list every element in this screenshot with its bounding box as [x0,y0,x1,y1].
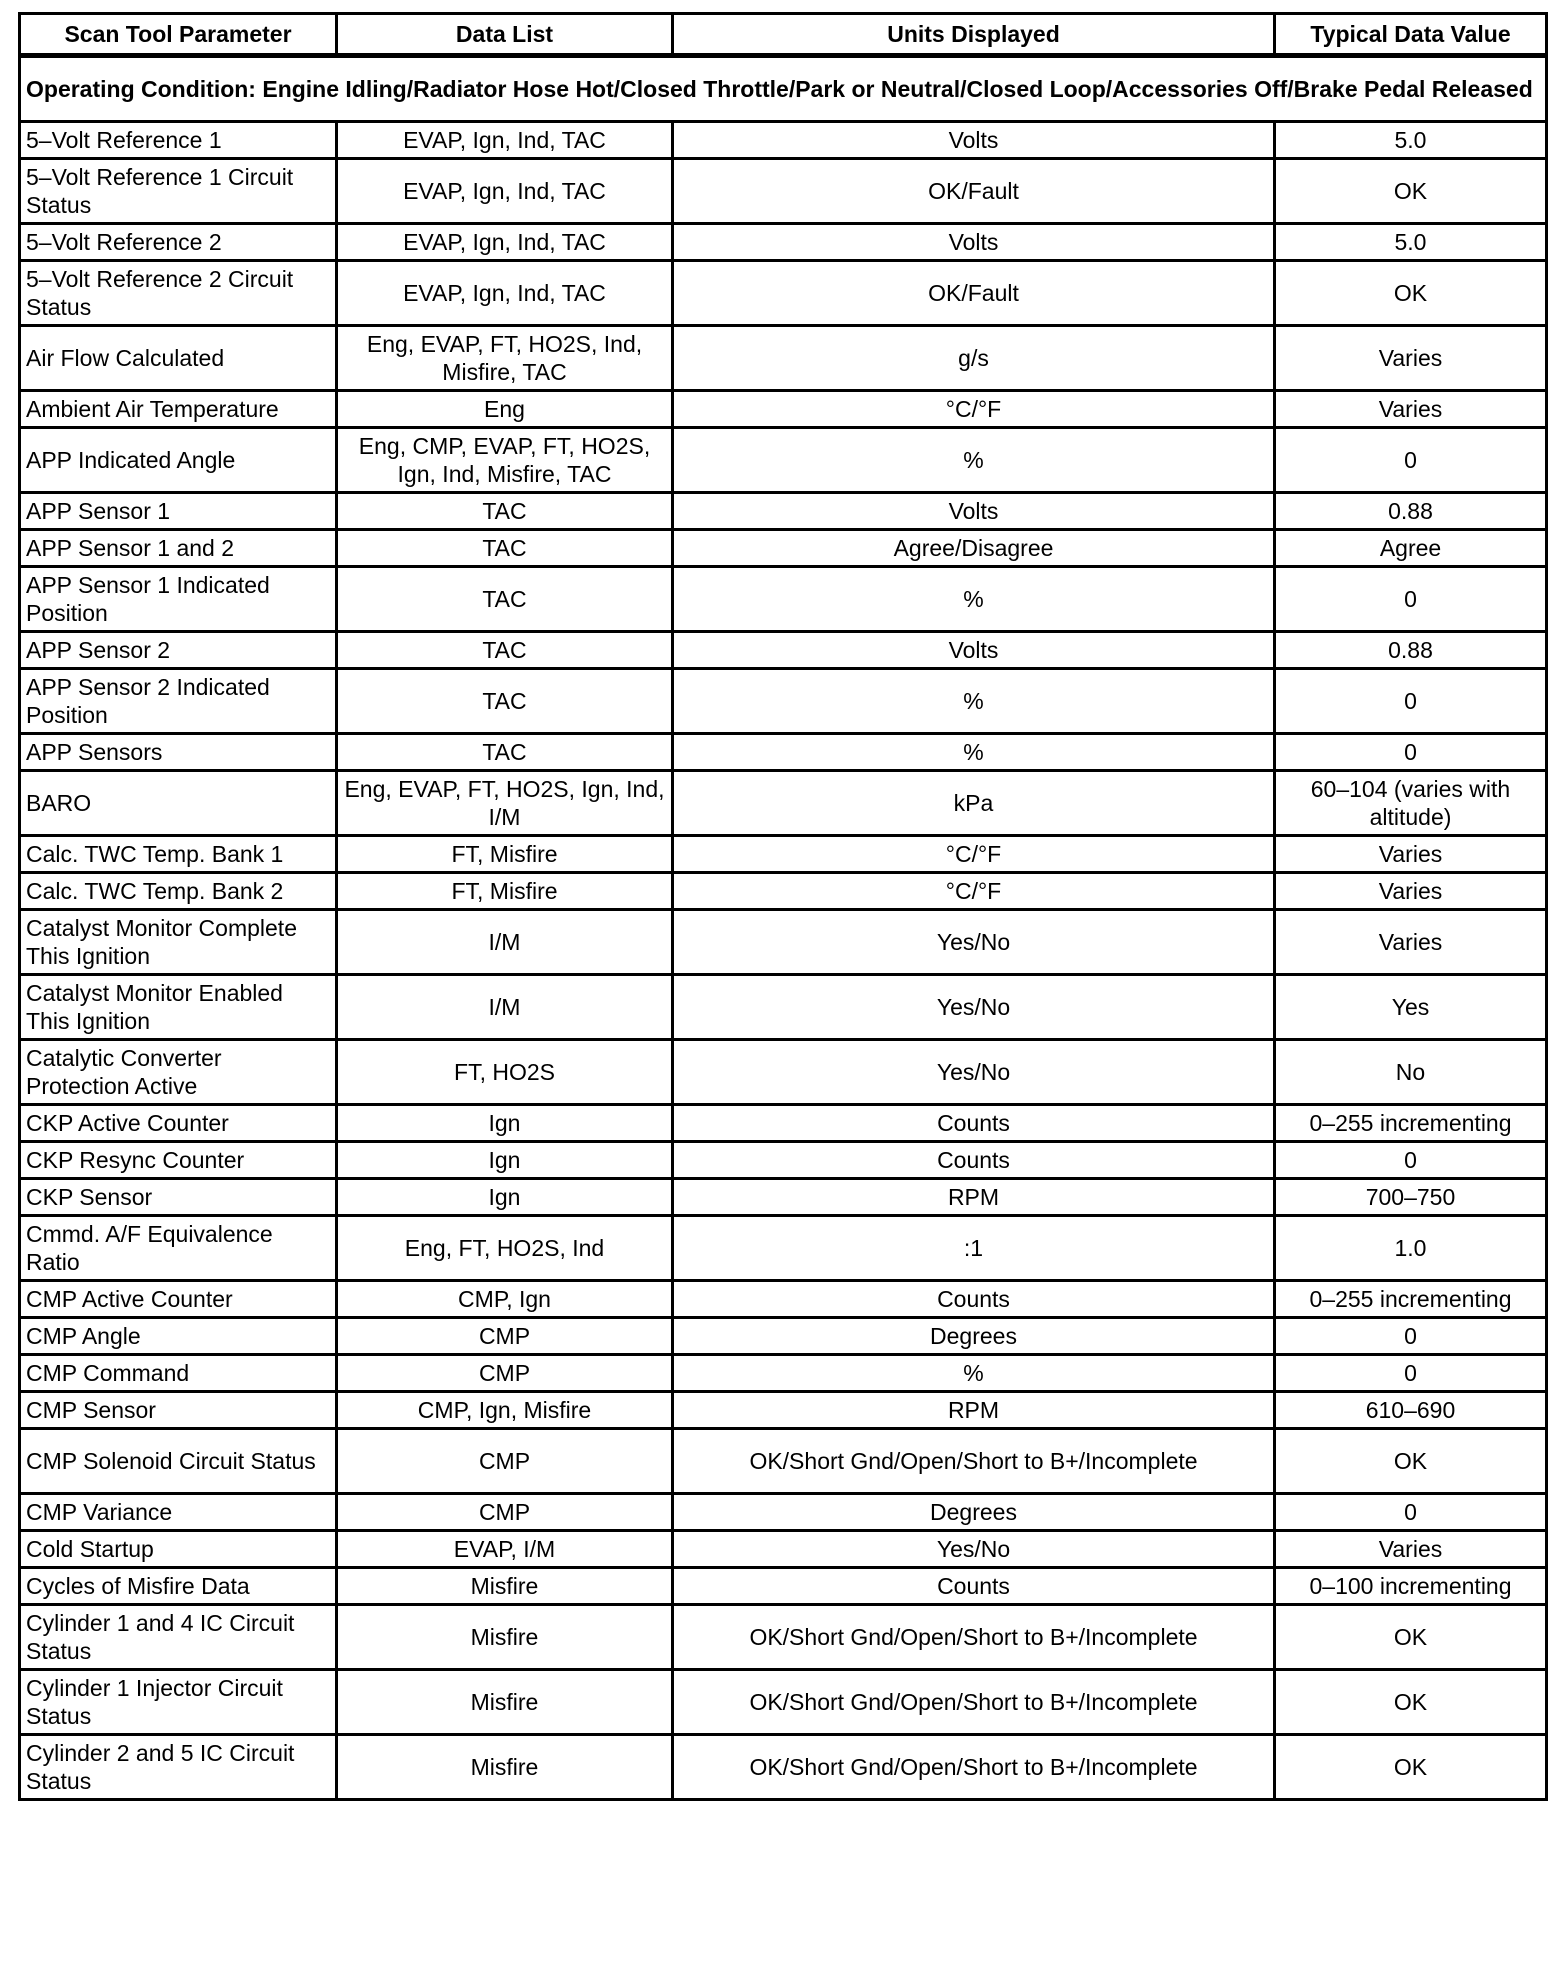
data-list-cell: Ign [337,1179,673,1216]
units-cell: RPM [673,1392,1275,1429]
parameter-cell: APP Sensor 2 [20,632,337,669]
table-row [20,975,1547,1040]
units-cell: Yes/No [673,1040,1275,1105]
data-list-cell: FT, Misfire [337,836,673,873]
table-row [20,1670,1547,1735]
units-cell: Degrees [673,1494,1275,1531]
table-row [20,836,1547,873]
parameter-cell: Ambient Air Temperature [20,391,337,428]
typical-value-cell: 700–750 [1275,1179,1547,1216]
typical-value-cell: Varies [1275,873,1547,910]
typical-value-cell: Varies [1275,836,1547,873]
units-cell: Volts [673,493,1275,530]
parameter-cell: Cold Startup [20,1531,337,1568]
units-cell: RPM [673,1179,1275,1216]
table-row [20,1216,1547,1281]
table-row [20,261,1547,326]
table-row [20,910,1547,975]
units-cell: Counts [673,1105,1275,1142]
data-list-cell: Misfire [337,1735,673,1800]
data-list-cell: FT, Misfire [337,873,673,910]
typical-value-cell: 5.0 [1275,122,1547,159]
table-row [20,632,1547,669]
data-list-cell: EVAP, Ign, Ind, TAC [337,122,673,159]
typical-value-cell: Varies [1275,1531,1547,1568]
parameter-cell: CMP Variance [20,1494,337,1531]
parameter-cell: Catalytic Converter Protection Active [20,1040,337,1105]
parameter-cell: APP Sensors [20,734,337,771]
typical-value-cell: Varies [1275,391,1547,428]
parameter-cell: Cylinder 1 Injector Circuit Status [20,1670,337,1735]
data-list-cell: EVAP, Ign, Ind, TAC [337,261,673,326]
data-list-cell: EVAP, Ign, Ind, TAC [337,224,673,261]
data-list-cell: EVAP, I/M [337,1531,673,1568]
parameter-cell: CMP Sensor [20,1392,337,1429]
units-cell: Yes/No [673,975,1275,1040]
parameter-cell: APP Sensor 1 [20,493,337,530]
table-row [20,326,1547,391]
typical-value-cell: 0 [1275,428,1547,493]
table-row [20,159,1547,224]
data-list-cell: Misfire [337,1605,673,1670]
data-list-cell: Ign [337,1142,673,1179]
typical-value-cell: 0 [1275,1142,1547,1179]
table-header-row [20,14,1547,56]
parameter-cell: Calc. TWC Temp. Bank 1 [20,836,337,873]
parameter-cell: APP Sensor 2 Indicated Position [20,669,337,734]
parameter-cell: CMP Solenoid Circuit Status [20,1429,337,1494]
typical-value-cell: 5.0 [1275,224,1547,261]
data-list-cell: TAC [337,530,673,567]
typical-value-cell: OK [1275,1670,1547,1735]
data-list-cell: EVAP, Ign, Ind, TAC [337,159,673,224]
typical-value-cell: 0–100 incrementing [1275,1568,1547,1605]
data-list-cell: CMP, Ign, Misfire [337,1392,673,1429]
parameter-cell: APP Indicated Angle [20,428,337,493]
typical-value-cell: 0–255 incrementing [1275,1105,1547,1142]
units-cell: Volts [673,632,1275,669]
units-cell: :1 [673,1216,1275,1281]
header-data-list: Data List [337,14,673,56]
units-cell: Agree/Disagree [673,530,1275,567]
data-list-cell: CMP [337,1494,673,1531]
typical-value-cell: 0 [1275,1494,1547,1531]
parameter-cell: Catalyst Monitor Enabled This Ignition [20,975,337,1040]
data-list-cell: Ign [337,1105,673,1142]
data-list-cell: TAC [337,493,673,530]
typical-value-cell: OK [1275,1429,1547,1494]
table-row [20,1568,1547,1605]
typical-value-cell: 60–104 (varies with altitude) [1275,771,1547,836]
data-list-cell: CMP [337,1355,673,1392]
table-row [20,1355,1547,1392]
operating-condition-row [20,56,1547,122]
operating-condition: Operating Condition: Engine Idling/Radiator Hose Hot/Closed Throttle/Park or Neutral/Closed Loop/Accessories Off/Brake Pedal Released [20,56,1547,122]
data-list-cell: CMP [337,1318,673,1355]
parameter-cell: Cylinder 1 and 4 IC Circuit Status [20,1605,337,1670]
parameter-cell: CKP Active Counter [20,1105,337,1142]
units-cell: OK/Fault [673,261,1275,326]
units-cell: kPa [673,771,1275,836]
units-cell: Counts [673,1142,1275,1179]
parameter-cell: Catalyst Monitor Complete This Ignition [20,910,337,975]
parameter-cell: APP Sensor 1 and 2 [20,530,337,567]
data-list-cell: CMP, Ign [337,1281,673,1318]
data-list-cell: Eng, EVAP, FT, HO2S, Ind, Misfire, TAC [337,326,673,391]
units-cell: % [673,734,1275,771]
table-row [20,391,1547,428]
typical-value-cell: No [1275,1040,1547,1105]
units-cell: OK/Short Gnd/Open/Short to B+/Incomplete [673,1735,1275,1800]
table-row [20,1318,1547,1355]
data-list-cell: CMP [337,1429,673,1494]
units-cell: % [673,428,1275,493]
typical-value-cell: 0 [1275,669,1547,734]
data-table-container [18,12,1545,1801]
table-row [20,428,1547,493]
header-units-displayed: Units Displayed [673,14,1275,56]
typical-value-cell: Varies [1275,910,1547,975]
units-cell: % [673,567,1275,632]
header-scan-tool-parameter: Scan Tool Parameter [20,14,337,56]
table-row [20,530,1547,567]
table-row [20,771,1547,836]
units-cell: °C/°F [673,873,1275,910]
typical-value-cell: 0.88 [1275,632,1547,669]
parameter-cell: CMP Angle [20,1318,337,1355]
parameter-cell: 5–Volt Reference 1 [20,122,337,159]
table-row [20,1179,1547,1216]
table-row [20,1735,1547,1800]
data-list-cell: Eng, FT, HO2S, Ind [337,1216,673,1281]
parameter-cell: 5–Volt Reference 1 Circuit Status [20,159,337,224]
table-row [20,1531,1547,1568]
typical-value-cell: Yes [1275,975,1547,1040]
data-list-cell: I/M [337,910,673,975]
units-cell: OK/Short Gnd/Open/Short to B+/Incomplete [673,1429,1275,1494]
data-list-cell: I/M [337,975,673,1040]
typical-value-cell: 0 [1275,734,1547,771]
table-row [20,224,1547,261]
table-row [20,734,1547,771]
table-row [20,1605,1547,1670]
units-cell: Yes/No [673,1531,1275,1568]
data-list-cell: Misfire [337,1670,673,1735]
table-row [20,122,1547,159]
units-cell: Counts [673,1281,1275,1318]
parameter-cell: BARO [20,771,337,836]
units-cell: Yes/No [673,910,1275,975]
typical-value-cell: Varies [1275,326,1547,391]
data-list-cell: TAC [337,632,673,669]
parameter-cell: Cylinder 2 and 5 IC Circuit Status [20,1735,337,1800]
units-cell: % [673,1355,1275,1392]
parameter-cell: CKP Resync Counter [20,1142,337,1179]
table-row [20,567,1547,632]
data-list-cell: FT, HO2S [337,1040,673,1105]
parameter-cell: Calc. TWC Temp. Bank 2 [20,873,337,910]
units-cell: Volts [673,122,1275,159]
table-row [20,1040,1547,1105]
units-cell: OK/Short Gnd/Open/Short to B+/Incomplete [673,1605,1275,1670]
data-list-cell: TAC [337,567,673,632]
parameter-cell: Cycles of Misfire Data [20,1568,337,1605]
typical-value-cell: OK [1275,261,1547,326]
units-cell: °C/°F [673,836,1275,873]
table-row [20,1392,1547,1429]
typical-value-cell: OK [1275,1735,1547,1800]
typical-value-cell: 0 [1275,567,1547,632]
parameter-cell: 5–Volt Reference 2 Circuit Status [20,261,337,326]
typical-value-cell: 610–690 [1275,1392,1547,1429]
table-row [20,1142,1547,1179]
typical-value-cell: Agree [1275,530,1547,567]
units-cell: OK/Short Gnd/Open/Short to B+/Incomplete [673,1670,1275,1735]
typical-value-cell: 0 [1275,1318,1547,1355]
parameter-cell: CMP Command [20,1355,337,1392]
scan-tool-data-table [18,12,1548,1801]
table-row [20,1494,1547,1531]
data-list-cell: Eng, CMP, EVAP, FT, HO2S, Ign, Ind, Misfire, TAC [337,428,673,493]
data-list-cell: Misfire [337,1568,673,1605]
table-row [20,1429,1547,1494]
parameter-cell: 5–Volt Reference 2 [20,224,337,261]
data-list-cell: TAC [337,669,673,734]
table-row [20,1281,1547,1318]
table-row [20,873,1547,910]
typical-value-cell: 0–255 incrementing [1275,1281,1547,1318]
parameter-cell: Air Flow Calculated [20,326,337,391]
parameter-cell: Cmmd. A/F Equivalence Ratio [20,1216,337,1281]
units-cell: OK/Fault [673,159,1275,224]
table-row [20,493,1547,530]
typical-value-cell: OK [1275,1605,1547,1670]
header-typical-data-value: Typical Data Value [1275,14,1547,56]
typical-value-cell: 0.88 [1275,493,1547,530]
data-list-cell: Eng [337,391,673,428]
units-cell: % [673,669,1275,734]
units-cell: Volts [673,224,1275,261]
table-body [20,56,1547,1800]
typical-value-cell: 1.0 [1275,1216,1547,1281]
table-row [20,1105,1547,1142]
parameter-cell: CMP Active Counter [20,1281,337,1318]
units-cell: Counts [673,1568,1275,1605]
typical-value-cell: 0 [1275,1355,1547,1392]
units-cell: Degrees [673,1318,1275,1355]
parameter-cell: APP Sensor 1 Indicated Position [20,567,337,632]
units-cell: g/s [673,326,1275,391]
parameter-cell: CKP Sensor [20,1179,337,1216]
table-row [20,669,1547,734]
typical-value-cell: OK [1275,159,1547,224]
data-list-cell: Eng, EVAP, FT, HO2S, Ign, Ind, I/M [337,771,673,836]
units-cell: °C/°F [673,391,1275,428]
data-list-cell: TAC [337,734,673,771]
